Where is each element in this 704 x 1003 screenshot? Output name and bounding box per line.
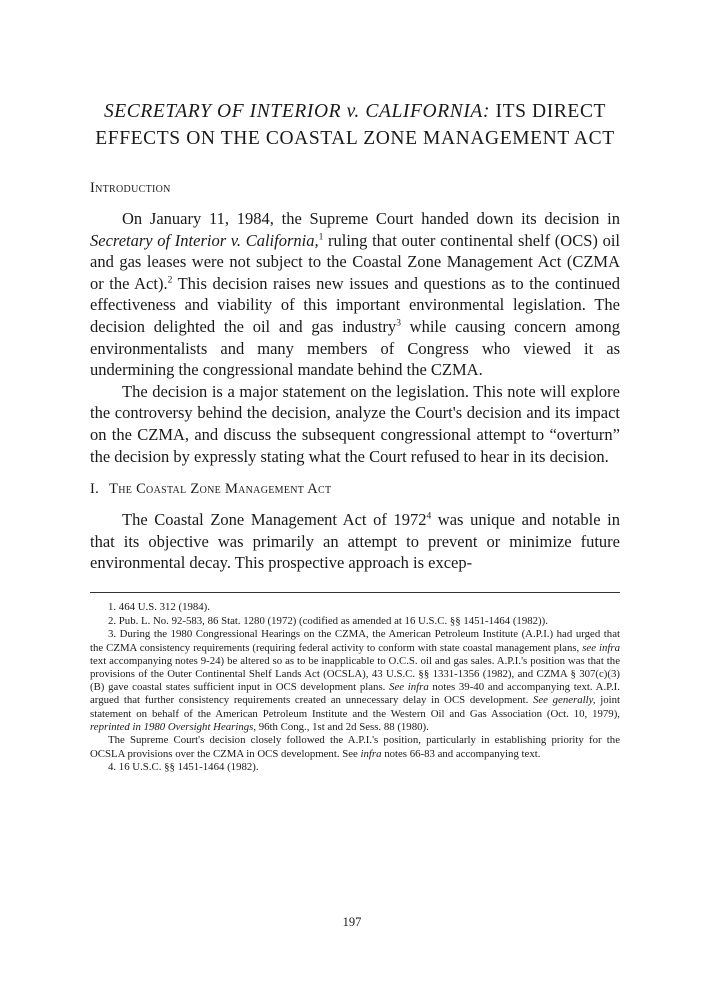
intro-paragraph-2: The decision is a major statement on the legislation. This note will explore the controversy behind the decision, analyze the Court's decision and its impact on the CZMA, and discuss the subsequent congressional attempt to “overturn” the decision by expressly stating what the Court refused to hear in its decision.	[90, 381, 620, 466]
footnote-4: 4. 16 U.S.C. §§ 1451-1464 (1982).	[108, 761, 259, 774]
footnote-1: 1. 464 U.S. 312 (1984).	[108, 600, 210, 613]
section-1-heading	[90, 479, 620, 499]
footnote-2: 2. Pub. L. No. 92-583, 86 Stat. 1280 (1972) (codified as amended at 16 U.S.C. §§ 1451-1464 (1982)).	[108, 614, 548, 627]
footnote-divider	[90, 592, 620, 593]
footnote-ref-4: 4	[426, 511, 432, 522]
section-title: The Coastal Zone Management Act	[109, 481, 332, 498]
section-number: I.	[90, 481, 100, 498]
section-1-paragraph-1: The Coastal Zone Management Act of 1972$^4$ was unique and notable in that its objective was primarily an attempt to prevent or minimize future environmental decay. This prospective approach is excep-	[90, 510, 620, 573]
title-line1-rest: ITS DIRECT	[490, 101, 607, 122]
page-number: 197	[342, 915, 362, 929]
article-title	[90, 98, 620, 152]
footnote-3-continued: The Supreme Court's decision closely followed the A.P.I.'s position, particularly in establishing priority for the OCSLA provisions over the CZMA in OCS development. See infra notes 66-83 and accompanying text.	[90, 734, 620, 760]
page-body	[90, 98, 620, 775]
intro-paragraph-1: On January 11, 1984, the Supreme Court handed down its decision in Secretary of Interior v. California,$^1$ ruling that outer continental shelf (OCS) oil and gas leases were not subject to the Coastal Zone Management Act (CZMA or the Act).$^2$ This decision raises new issues and questions as to the continued effectiveness and viability of this important environmental legislation. The decision delighted the oil and gas industry$^3$ while causing concern among environmentalists and many members of Congress who viewed it as undermining the congressional mandate behind the CZMA.	[90, 209, 621, 380]
title-line2: EFFECTS ON THE COASTAL ZONE MANAGEMENT ACT	[95, 128, 615, 149]
intro-heading: Introduction	[90, 180, 171, 196]
title-case-name: SECRETARY OF INTERIOR v. CALIFORNIA:	[103, 101, 491, 122]
footnote-ref-3: 3	[396, 318, 401, 329]
footnotes	[90, 601, 620, 775]
footnote-3: 3. During the 1980 Congressional Hearings on the CZMA, the American Petroleum Institute (A.P.I.) had urged that the CZMA consistency requirements (requiring federal activity to conform with state coastal management plans, see infra text accompanying notes 9-24) be altered so as to be inapplicable to O.C.S. oil and gas sales. A.P.I.'s position was that the provisions of the Outer Continental Shelf Lands Act (OCSLA), 43 U.S.C. §§ 1331-1356 (1982), and CZMA § 307(c)(3)(B) gave coastal states sufficient input in OCS development plans. See infra notes 39-40 and accompanying text. A.P.I. argued that further consistency requirements created an unnecessary delay in OCS development. See generally, joint statement on behalf of the American Petroleum Institute and the Western Oil and Gas Association (Oct. 10, 1979), reprinted in 1980 Oversight Hearings, 96th Cong., 1st and 2d Sess. 88 (1980).	[90, 628, 621, 733]
footnote-ref-2: 2	[167, 275, 173, 286]
footnote-ref-1: 1	[318, 232, 324, 243]
case-citation: Secretary of Interior v. California,	[90, 230, 319, 250]
